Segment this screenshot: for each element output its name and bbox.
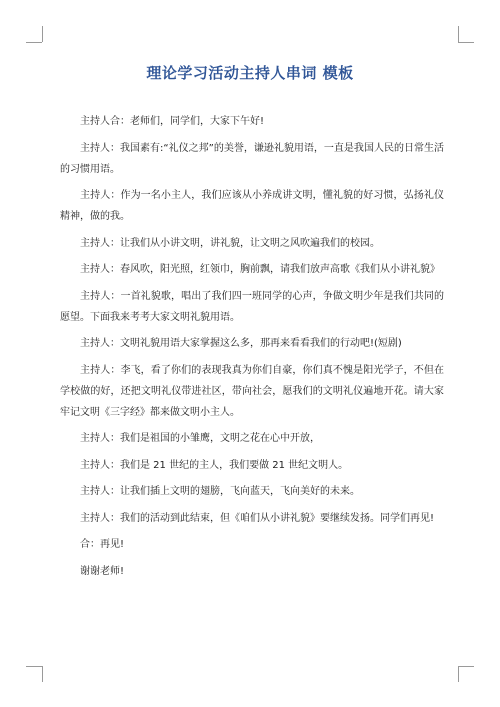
paragraph: 主持人：作为一名小主人，我们应该从小养成讲文明，懂礼貌的好习惯，弘扬礼仪精神，做的我。	[60, 190, 444, 222]
document-title: 理论学习活动主持人串词 模板	[146, 64, 354, 82]
paragraph: 主持人：春风吹，阳光照，红领巾，胸前飘，请我们放声高歌《我们从小讲礼貌》	[80, 264, 440, 275]
paragraph: 主持人：我们是祖国的小雏鹰，文明之花在心中开放，	[80, 433, 320, 444]
paragraph: 合：再见!	[80, 539, 125, 550]
paragraph: 主持人合：老师们，同学们，大家下午好!	[80, 116, 265, 127]
paragraph: 主持人：让我们从小讲文明，讲礼貌，让文明之风吹遍我们的校园。	[80, 237, 380, 249]
paragraph: 主持人：文明礼貌用语大家掌握这么多，那再来看看我们的行动吧!(短剧)	[80, 338, 402, 349]
paragraph: 主持人：我们的活动到此结束，但《咱们从小讲礼貌》要继续发扬。同学们再见!	[80, 512, 435, 524]
paragraph: 谢谢老师!	[80, 565, 125, 577]
paragraph: 主持人：我们是 21 世纪的主人，我们要做 21 世纪文明人。	[80, 459, 349, 471]
paragraph: 主持人：我国素有:“礼仪之邦”的美誉，谦逊礼貌用语，一直是我国人民的日常生活的习惯用语。	[60, 142, 444, 175]
document-body	[60, 111, 444, 587]
paragraph: 主持人：让我们插上文明的翅膀，飞向蓝天，飞向美好的未来。	[80, 486, 360, 497]
paragraph: 主持人：李飞，看了你们的表现我真为你们自豪，你们真不愧是阳光学子，不但在学校做的好，还把文明礼仪带进社区，带向社会，愿我们的文明礼仪遍地开花。请大家牢记文明《三字经》都来做文明小主人。	[60, 364, 444, 418]
paragraph: 主持人：一首礼貌歌，唱出了我们四一班同学的心声，争做文明少年是我们共同的愿望。下面我来考考大家文明礼貌用语。	[60, 290, 444, 323]
